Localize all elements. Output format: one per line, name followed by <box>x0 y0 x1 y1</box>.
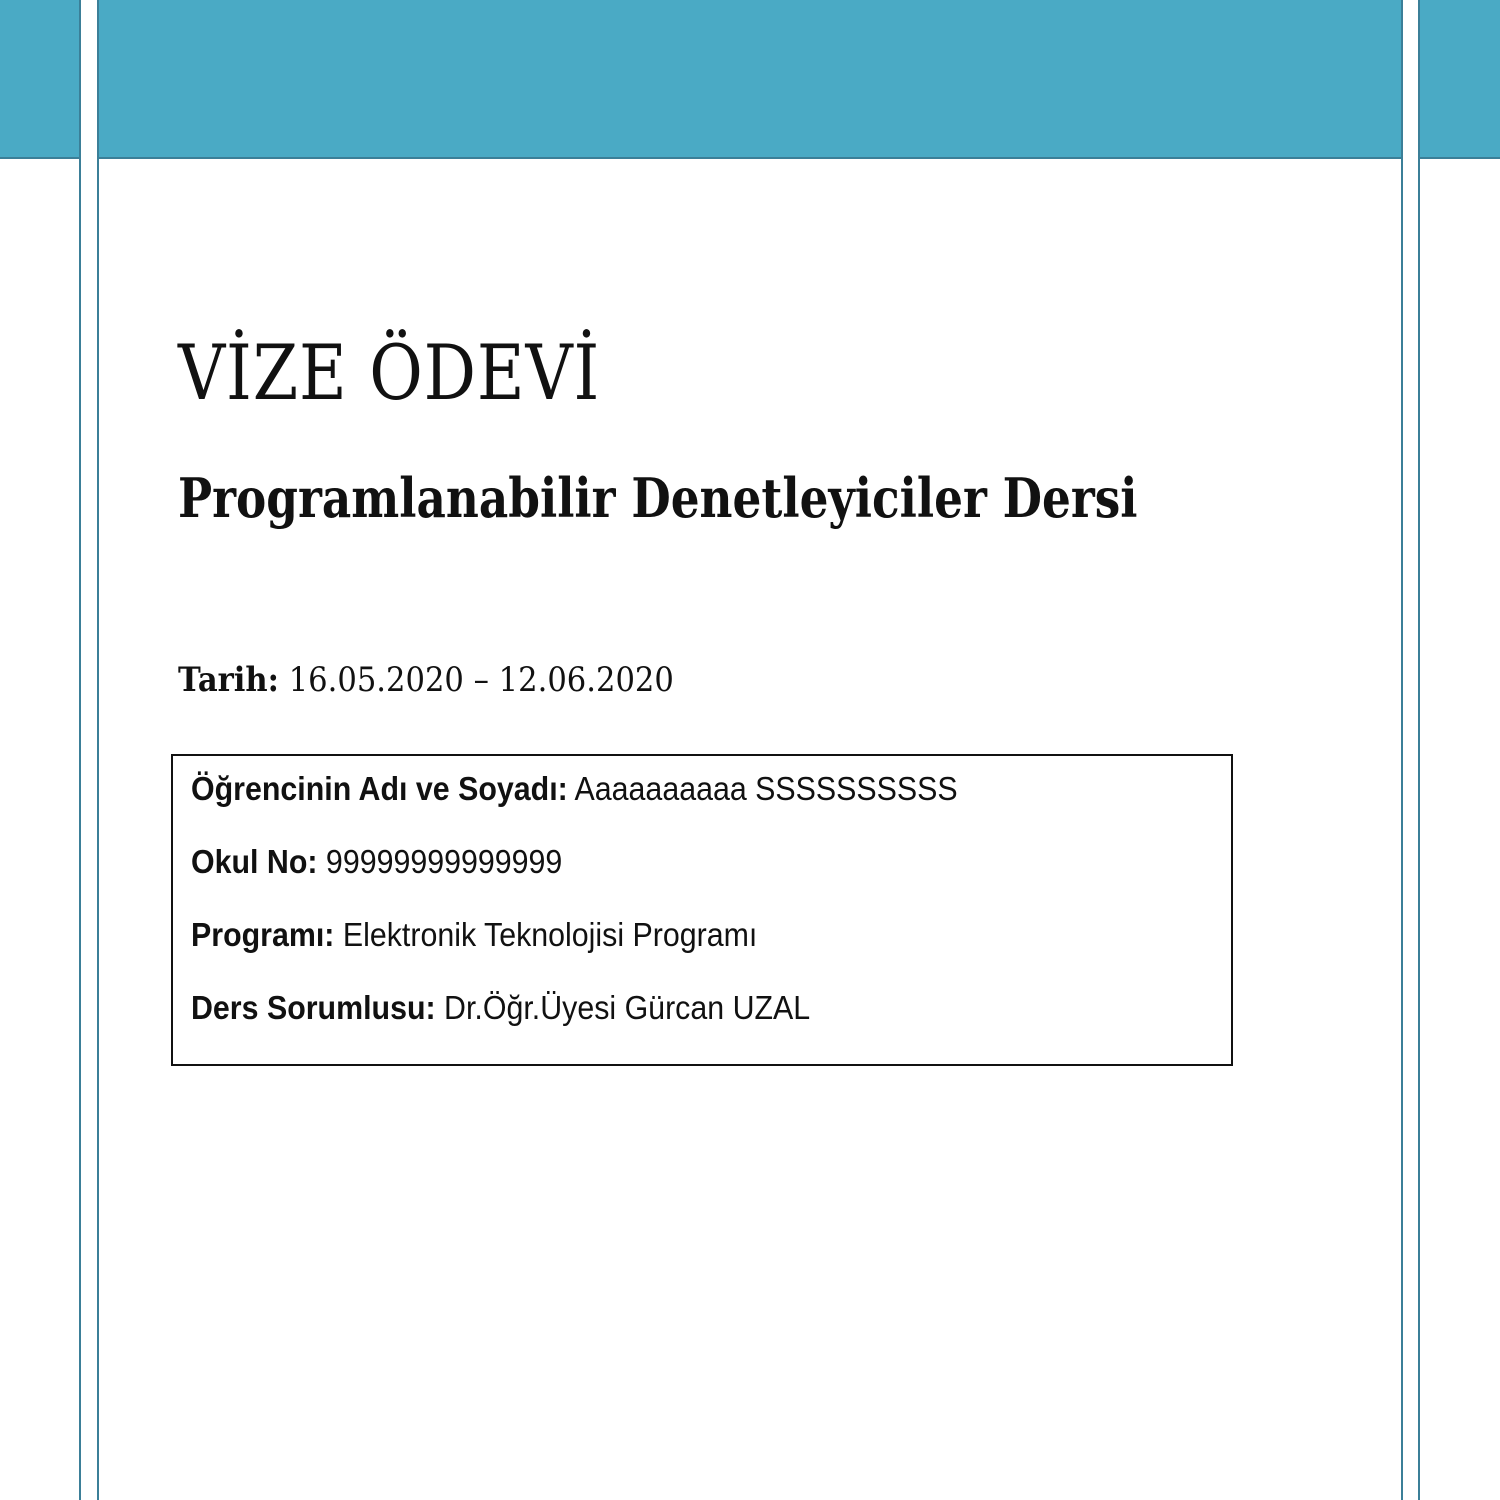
header-band-right <box>1419 0 1500 159</box>
info-row-school-no <box>191 843 562 881</box>
info-label: Okul No: <box>191 843 318 880</box>
header-band-center <box>98 0 1401 159</box>
right-rule-outer <box>1418 0 1420 1500</box>
info-value: 99999999999999 <box>317 843 563 880</box>
date-label: Tarih: <box>178 660 279 700</box>
info-label: Ders Sorumlusu: <box>191 989 436 1026</box>
left-rule-inner <box>97 0 99 1500</box>
info-row-program <box>191 916 757 954</box>
info-label: Öğrencinin Adı ve Soyadı: <box>191 770 568 807</box>
info-value: Dr.Öğr.Üyesi Gürcan UZAL <box>435 989 811 1026</box>
document-subtitle: Programlanabilir Denetleyiciler Dersi <box>178 466 1138 530</box>
info-row-instructor <box>191 989 810 1027</box>
info-label: Programı: <box>191 916 335 953</box>
info-value: Elektronik Teknolojisi Programı <box>334 916 758 953</box>
student-info-box <box>171 754 1233 1066</box>
document-title: VİZE ÖDEVİ <box>178 328 601 417</box>
left-rule-outer <box>79 0 81 1500</box>
date-line <box>178 660 674 700</box>
info-row-student-name <box>191 770 958 808</box>
info-value: Aaaaaaaaaa SSSSSSSSSS <box>567 770 958 807</box>
right-rule-inner <box>1401 0 1403 1500</box>
date-value: 16.05.2020 – 12.06.2020 <box>278 660 674 700</box>
header-band-left <box>0 0 80 159</box>
